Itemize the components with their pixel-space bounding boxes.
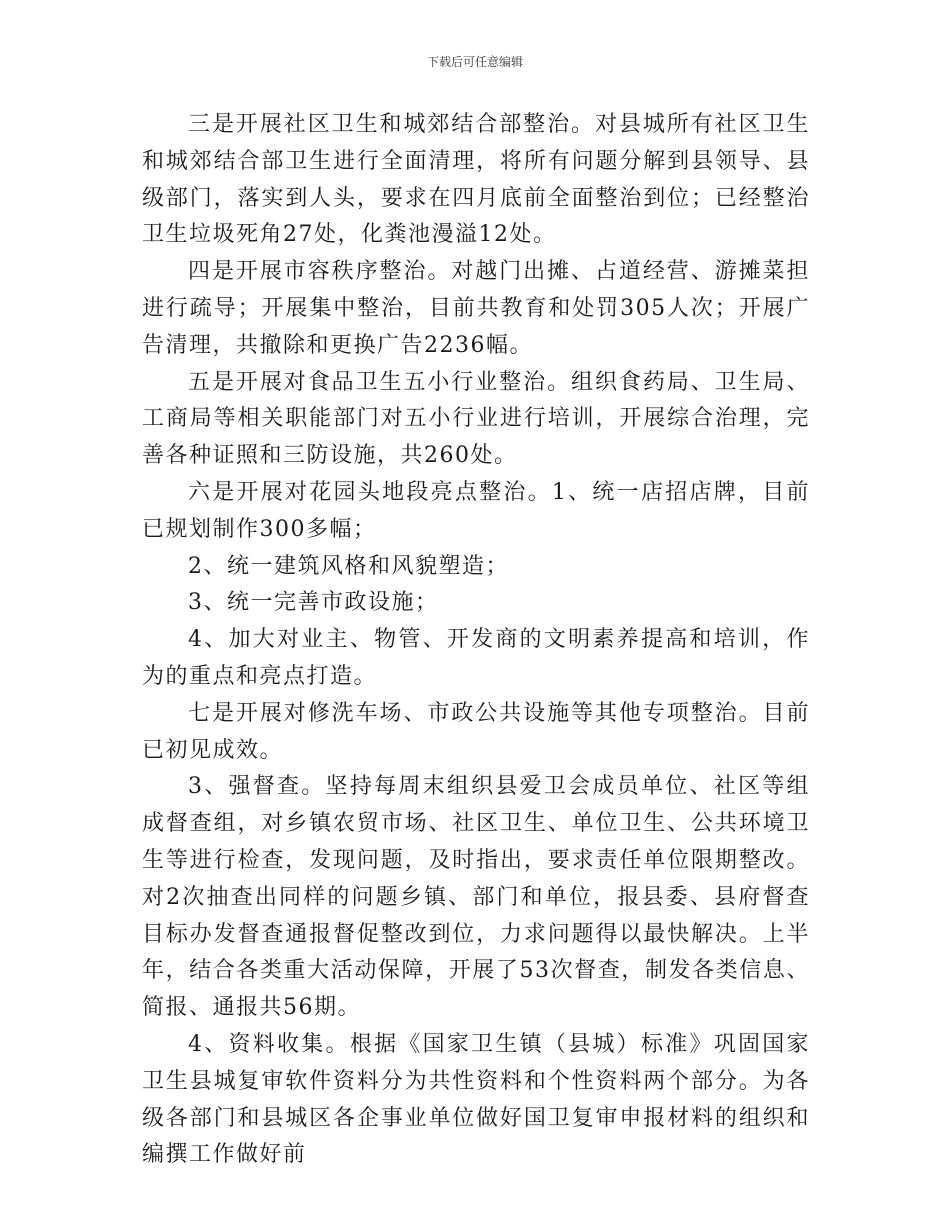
paragraph-supervision: 3、强督查。坚持每周末组织县爱卫会成员单位、社区等组成督查组，对乡镇农贸市场、社区卫生、单位卫生、公共环境卫生等进行检查，发现问题，及时指出，要求责任单位限期整改。对2次抽查出同样的问题乡镇、部门和单位，报县委、县府督查目标办发督查通报督促整改到位，力求问题得以最快解决。上半年，结合各类重大活动保障，开展了53次督查，制发各类信息、简报、通报共56期。 (142, 774, 810, 1021)
paragraph-community-sanitation: 三是开展社区卫生和城郊结合部整治。对县城所有社区卫生和城郊结合部卫生进行全面清理，将所有问题分解到县领导、县级部门，落实到人头，要求在四月底前全面整治到位；已经整治卫生垃圾死角27处，化粪池漫溢12处。 (142, 112, 810, 248)
page-header-caption: 下载后可任意编辑 (426, 55, 523, 69)
paragraph-car-wash-remediation: 七是开展对修洗车场、市政公共设施等其他专项整治。目前已初见成效。 (142, 700, 810, 763)
paragraph-municipal-facilities: 3、统一完善市政设施； (188, 590, 439, 616)
paragraph-food-hygiene: 五是开展对食品卫生五小行业整治。组织食药局、卫生局、工商局等相关职能部门对五小行业进行培训，开展综合治理，完善各种证照和三防设施，共260处。 (142, 369, 810, 469)
paragraph-data-collection: 4、资料收集。根据《国家卫生镇（县城）标准》巩固国家卫生县城复审软件资料分为共性资料和个性资料两个部分。为各级各部门和县城区各企事业单位做好国卫复审申报材料的组织和编撰工作做好前 (142, 1031, 810, 1168)
paragraph-architecture-style: 2、统一建筑风格和风貌塑造； (188, 553, 509, 579)
paragraph-huayuantou-highlight: 六是开展对花园头地段亮点整治。1、统一店招店牌，目前已规划制作300多幅； (142, 479, 810, 542)
paragraph-city-order: 四是开展市容秩序整治。对越门出摊、占道经营、游摊菜担进行疏导；开展集中整治，目前共教育和处罚305人次；开展广告清理，共撤除和更换广告2236幅。 (142, 259, 810, 358)
paragraph-civility-training: 4、加大对业主、物管、开发商的文明素养提高和培训，作为的重点和亮点打造。 (142, 627, 810, 689)
document-body (142, 107, 810, 1174)
